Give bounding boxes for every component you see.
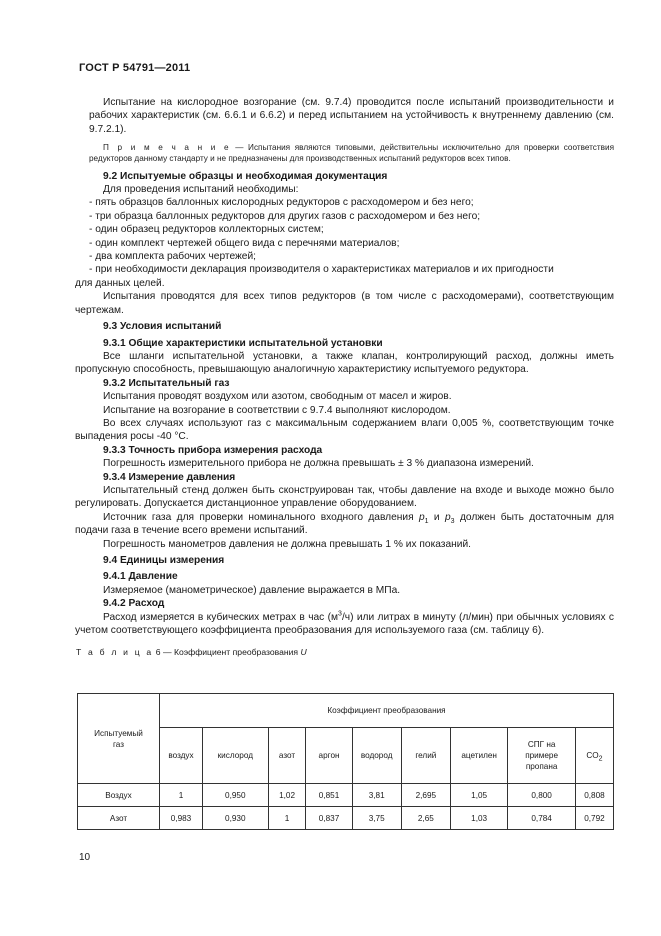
value-cell: 1,02 <box>268 784 306 807</box>
section-9-3-3-text: Погрешность измерительного прибора не должна превышать ± 3 % диапазона измерений. <box>103 458 534 470</box>
value-cell: 0,983 <box>159 807 202 830</box>
page-number: 10 <box>79 852 91 863</box>
section-9-4-2-text <box>75 611 614 638</box>
pressure-symbol: p <box>418 511 425 523</box>
value-cell: 1 <box>159 784 202 807</box>
intro-paragraph: Испытание на кислородное возгорание (см. 9.7.4) проводится после испытаний производительности и рабочих характеристик (см. 6.6.1 и 6.6.2) и перед испытанием на устойчивость к внутреннему давлению (см. 9.7.2.1). <box>89 97 614 135</box>
text-run: Источник газа для проверки номинального входного давления <box>103 511 419 523</box>
gas-cell: Азот <box>78 807 160 830</box>
table-row <box>78 807 614 830</box>
header-text: CO <box>586 751 599 760</box>
value-cell: 3,75 <box>352 807 401 830</box>
row-header-line: Испытуемый <box>94 728 143 738</box>
value-cell: 2,695 <box>401 784 450 807</box>
table-row <box>78 784 614 807</box>
list-item: - два комплекта рабочих чертежей; <box>89 251 256 263</box>
header-line: пропана <box>525 762 558 771</box>
group-header-cell: Коэффициент преобразования <box>159 694 613 728</box>
value-cell: 0,800 <box>508 784 576 807</box>
list-item: - один комплект чертежей общего вида с перечнями материалов; <box>89 237 400 249</box>
section-9-3-4-heading: 9.3.4 Измерение давления <box>103 471 236 483</box>
text-run: и <box>428 511 445 523</box>
column-header: воздух <box>159 728 202 784</box>
list-item-continuation: для данных целей. <box>75 277 165 289</box>
section-9-3-heading: 9.3 Условия испытаний <box>103 321 222 333</box>
section-9-3-2-text-a: Испытания проводят воздухом или азотом, свободным от масел и жиров. <box>103 391 452 403</box>
section-9-4-1-heading: 9.4.1 Давление <box>103 571 178 583</box>
header-line: примере <box>525 751 559 760</box>
value-cell: 0,792 <box>575 807 613 830</box>
value-cell: 1,05 <box>450 784 507 807</box>
value-cell: 1,03 <box>450 807 507 830</box>
subscript: 2 <box>598 755 603 763</box>
list-item: - три образца баллонных редукторов для других газов с расходомером и без него; <box>89 210 481 222</box>
pressure-symbol: p <box>445 511 451 523</box>
section-9-4-heading: 9.4 Единицы измерения <box>103 555 225 566</box>
table-caption-number: 6 <box>155 647 161 658</box>
section-9-3-1-text: Все шланги испытательной установки, а также клапан, контролирующий расход, должны иметь пропускную способность, превышающую аналогичную характеристику испытуемого редуктора. <box>75 350 614 376</box>
column-header-spg <box>508 728 576 784</box>
document-header: ГОСТ Р 54791—2011 <box>79 62 191 74</box>
section-9-3-4-text-c: Погрешность манометров давления не должна превышать 1 % их показаний. <box>103 538 471 550</box>
section-9-4-1-text: Измеряемое (манометрическое) давление выражается в МПа. <box>103 584 401 596</box>
conversion-table <box>77 693 614 830</box>
text-run: должен быть достаточным для подачи газа в течение всего времени испытаний. <box>75 511 615 537</box>
value-cell: 3,81 <box>352 784 401 807</box>
value-cell: 1 <box>268 807 306 830</box>
table-caption-symbol: U <box>300 647 307 658</box>
list-item: - при необходимости декларация производителя о характеристиках материалов и их пригодности <box>89 264 554 276</box>
text-run: Расход измеряется в кубических метрах в час (м <box>103 611 339 623</box>
section-9-3-3-heading: 9.3.3 Точность прибора измерения расхода <box>103 444 323 456</box>
note-label: П р и м е ч а н и е <box>103 143 231 153</box>
value-cell: 2,65 <box>401 807 450 830</box>
section-9-3-2-text-b: Испытание на возгорание в соответствии с 9.7.4 выполняют кислородом. <box>103 404 451 416</box>
note-paragraph <box>89 142 614 164</box>
section-9-3-4-text-b <box>75 511 614 538</box>
gas-cell: Воздух <box>78 784 160 807</box>
row-header-line: газ <box>112 739 124 749</box>
column-header: аргон <box>306 728 352 784</box>
section-9-3-2-text-c: Во всех случаях используют газ с максимальным содержанием влаги 0,005 %, соответствующим точке выпадения росы -40 °C. <box>75 417 614 443</box>
document-body <box>75 96 615 658</box>
list-item: - один образец редукторов коллекторных систем; <box>89 224 324 236</box>
section-9-4-2-heading: 9.4.2 Расход <box>103 598 165 610</box>
value-cell: 0,808 <box>575 784 613 807</box>
value-cell: 0,950 <box>203 784 269 807</box>
note-text: — Испытания являются типовыми, действительны исключительно для проверки соответствия редукторов данному стандарту и не предназначены для производственных испытаний редукторов всех типов. <box>89 143 614 164</box>
section-9-2-lead: Для проведения испытаний необходимы: <box>103 184 299 196</box>
table-caption-text: — Коэффициент преобразования <box>160 647 301 658</box>
list-item: - пять образцов баллонных кислородных редукторов с расходомером и без него; <box>89 197 474 209</box>
row-header-cell <box>78 694 160 784</box>
section-9-3-2-heading: 9.3.2 Испытательный газ <box>103 377 230 389</box>
subscript: 3 <box>450 517 455 525</box>
column-header: водород <box>352 728 401 784</box>
value-cell: 0,851 <box>306 784 352 807</box>
superscript: 3 <box>338 610 342 618</box>
column-header-co2 <box>575 728 613 784</box>
value-cell: 0,784 <box>508 807 576 830</box>
section-9-3-4-text-a: Испытательный стенд должен быть сконструирован так, чтобы давление на входе и выходе можно было регулировать. Допускается дистанционное управление оборудованием. <box>75 484 614 510</box>
header-line: СПГ на <box>527 740 556 749</box>
column-header: гелий <box>401 728 450 784</box>
column-header: кислород <box>203 728 269 784</box>
section-9-3-1-heading: 9.3.1 Общие характеристики испытательной установки <box>103 337 383 349</box>
value-cell: 0,837 <box>306 807 352 830</box>
value-cell: 0,930 <box>203 807 269 830</box>
section-9-2-heading: 9.2 Испытуемые образцы и необходимая документация <box>103 170 388 182</box>
subscript: 1 <box>424 517 429 525</box>
table-caption <box>76 646 614 658</box>
table-caption-label: Т а б л и ц а <box>76 647 154 658</box>
section-9-2-list <box>89 196 614 276</box>
text-run: /ч) или литрах в минуту (л/мин) при обычных условиях с учетом соответствующего коэффициента преобразования для используемого газа (см. таблицу 6). <box>75 611 614 637</box>
section-9-2-closing: Испытания проводятся для всех типов редукторов (в том числе с расходомерами), соответствующим чертежам. <box>75 291 614 316</box>
column-header: ацетилен <box>450 728 507 784</box>
column-header: азот <box>268 728 306 784</box>
